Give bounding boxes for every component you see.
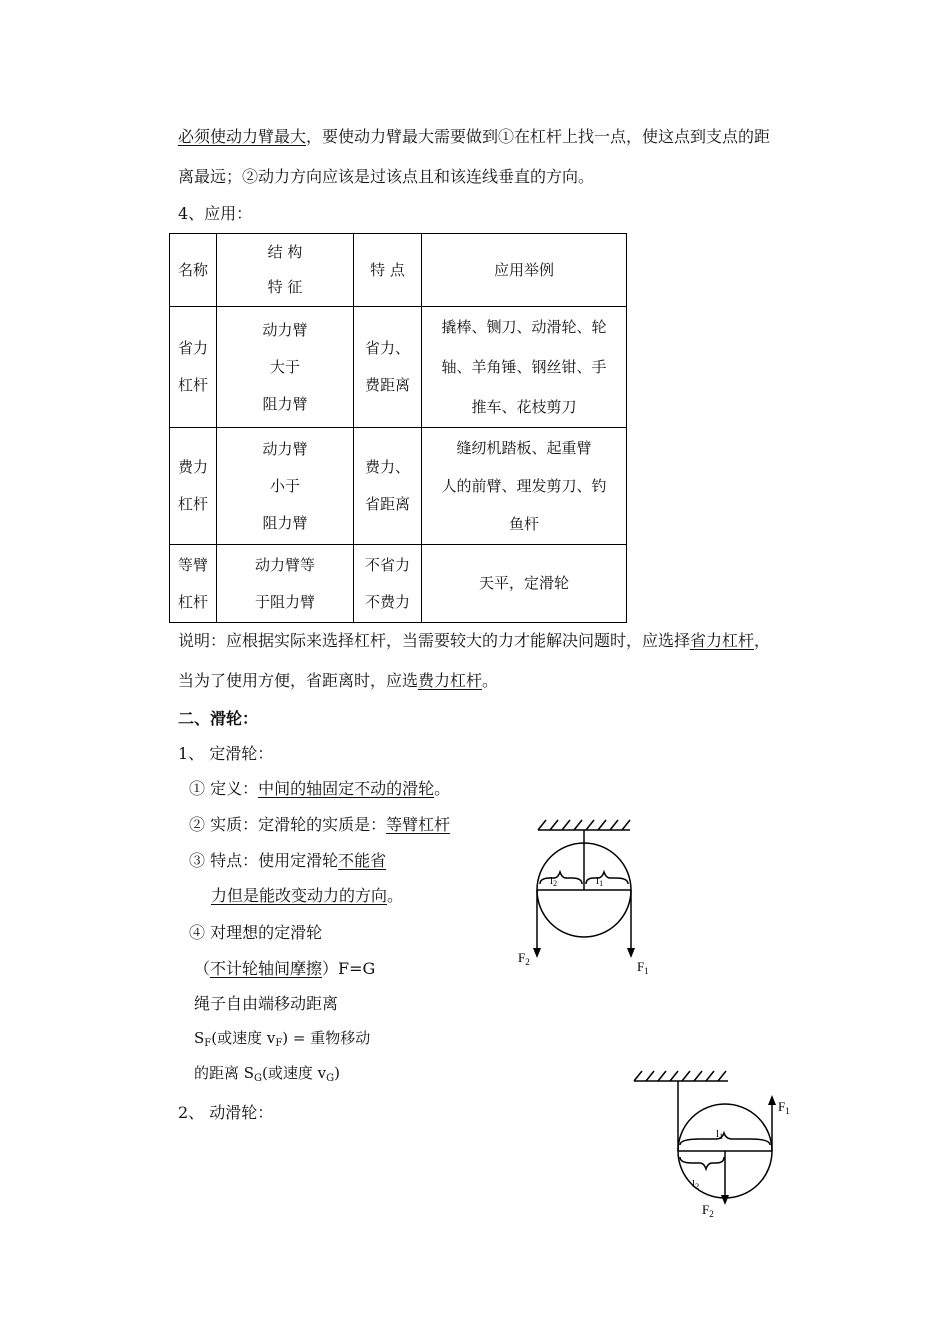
- brace-l2: [540, 872, 582, 884]
- section-4-heading: 4、应用：: [178, 204, 253, 223]
- table-header-row: [170, 234, 627, 307]
- label-F1: $F_1$: [637, 959, 649, 976]
- hatch-mark: [682, 1071, 690, 1081]
- hatch-mark: [706, 1071, 714, 1081]
- fixed-pulley-heading: 1、 定滑轮：: [178, 744, 274, 763]
- hatch-mark: [718, 1071, 726, 1081]
- brace-l1: [680, 1133, 770, 1145]
- header-structure: 结 构 特 征: [217, 234, 354, 307]
- fixed-pulley-feature-2: 力但是能改变动力的方向。: [211, 886, 404, 905]
- ideal-pulley-line-3: 绳子自由端移动距离: [194, 994, 339, 1013]
- cell-structure: 动力臂等 于阻力臂: [217, 545, 354, 623]
- brace-l2: [680, 1157, 724, 1169]
- ideal-pulley-line-2: （不计轮轴间摩擦）F=G: [194, 959, 376, 978]
- cell-name: 省力 杠杆: [170, 307, 217, 428]
- label-l1: l1: [716, 1128, 724, 1141]
- hatch-mark: [634, 1071, 642, 1081]
- table-row: [170, 545, 627, 623]
- cell-feature: 省力、 费距离: [354, 307, 422, 428]
- brace-l1: [586, 872, 628, 884]
- label-F2: $F_2$: [702, 1202, 714, 1219]
- cell-name: 等臂 杠杆: [170, 545, 217, 623]
- hatch-mark: [622, 820, 630, 830]
- label-F2: $F_2$: [518, 950, 530, 967]
- intro-line-1: [178, 124, 770, 147]
- hatch-mark: [610, 820, 618, 830]
- cell-examples: 缝纫机踏板、起重臂 人的前臂、理发剪刀、钓 鱼杆: [422, 428, 627, 545]
- fixed-pulley-essence: ② 实质：定滑轮的实质是：等臂杠杆: [189, 815, 451, 834]
- fixed-pulley-feature-1: ③ 特点：使用定滑轮不能省: [189, 851, 387, 870]
- fixed-pulley-definition: ① 定义：中间的轴固定不动的滑轮。: [189, 779, 451, 798]
- movable-pulley-diagram: [620, 1063, 800, 1225]
- movable-pulley-heading: 2、 动滑轮：: [178, 1103, 274, 1122]
- label-l1: l1: [596, 875, 604, 888]
- arrow-F1: [768, 1095, 776, 1105]
- hatch-mark: [658, 1071, 666, 1081]
- note-ul-1: 省力杠杆: [690, 631, 755, 650]
- arrow-F2: [533, 948, 541, 958]
- hatch-mark: [574, 820, 582, 830]
- table-row: [170, 307, 627, 428]
- hatch-mark: [562, 820, 570, 830]
- label-l2: l2: [692, 1178, 700, 1191]
- intro-line-2: 离最远；②动力方向应该是过该点且和该连线垂直的方向。: [178, 167, 595, 186]
- intro-underlined: 必须使动力臂最大: [178, 127, 307, 146]
- lever-application-table: [169, 233, 627, 623]
- ideal-pulley-line-1: ④ 对理想的定滑轮: [189, 923, 323, 942]
- hatch-mark: [586, 820, 594, 830]
- hatch-mark: [670, 1071, 678, 1081]
- definition-underlined: 中间的轴固定不动的滑轮: [258, 779, 435, 798]
- fixed-pulley-diagram: [510, 812, 660, 982]
- note-ul-2: 费力杠杆: [418, 671, 483, 690]
- label-l2: l2: [550, 875, 558, 888]
- hatch-mark: [694, 1071, 702, 1081]
- cell-structure: 动力臂 大于 阻力臂: [217, 307, 354, 428]
- arrow-F2: [721, 1195, 729, 1205]
- pulley-section-heading: 二、滑轮：: [178, 709, 259, 728]
- intro-rest: ，要使动力臂最大需要做到①在杠杆上找一点，使这点到支点的距: [306, 127, 771, 146]
- cell-feature: 不省力 不费力: [354, 545, 422, 623]
- header-examples: 应用举例: [422, 234, 627, 307]
- ideal-pulley-line-5: 的距离 $S_G$(或速度 $v_G$): [194, 1064, 341, 1084]
- hatch-mark: [550, 820, 558, 830]
- header-name: 名称: [170, 234, 217, 307]
- ideal-pulley-line-4: $S_F$(或速度 $v_F$) = 重物移动: [194, 1029, 371, 1049]
- header-feature: 特 点: [354, 234, 422, 307]
- note-line-2: 当为了使用方便，省距离时，应选费力杠杆。: [178, 671, 499, 690]
- cell-structure: 动力臂 小于 阻力臂: [217, 428, 354, 545]
- hatch-mark: [598, 820, 606, 830]
- cell-name: 费力 杠杆: [170, 428, 217, 545]
- feature-underlined-1: 不能省: [338, 851, 387, 870]
- arrow-F1: [627, 948, 635, 958]
- essence-underlined: 等臂杠杆: [386, 815, 451, 834]
- hatch-mark: [538, 820, 546, 830]
- ideal-underlined: 不计轮轴间摩擦: [210, 959, 323, 978]
- label-F1: $F_1$: [778, 1099, 790, 1116]
- table-row: [170, 428, 627, 545]
- hatch-mark: [646, 1071, 654, 1081]
- cell-feature: 费力、 省距离: [354, 428, 422, 545]
- feature-underlined-2: 力但是能改变动力的方向: [211, 886, 388, 905]
- note-line-1: 说明：应根据实际来选择杠杆，当需要较大的力才能解决问题时，应选择省力杠杆，: [178, 631, 771, 650]
- cell-examples: 撬棒、铡刀、动滑轮、轮 轴、羊角锤、钢丝钳、手 推车、花枝剪刀: [422, 307, 627, 428]
- cell-examples: 天平，定滑轮: [422, 545, 627, 623]
